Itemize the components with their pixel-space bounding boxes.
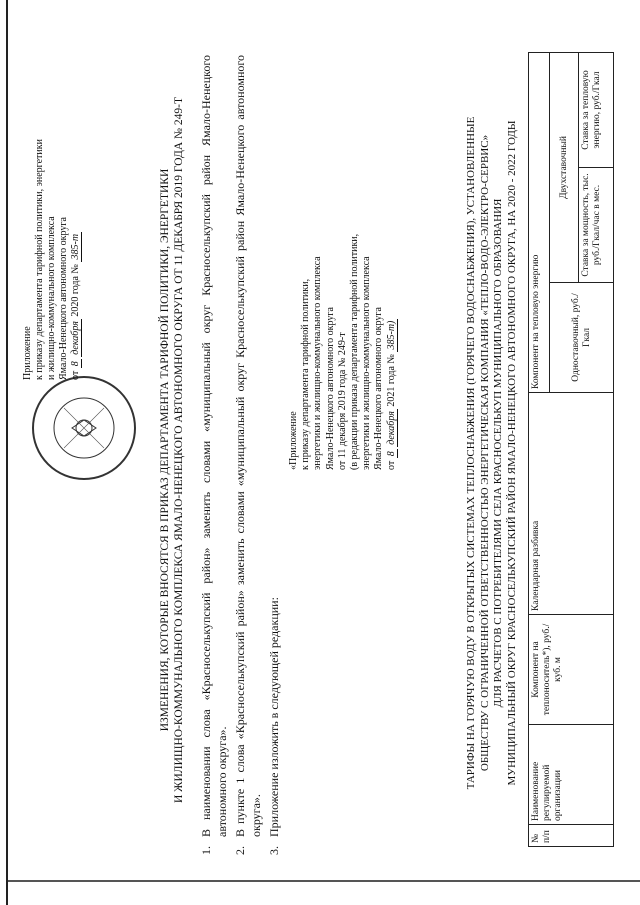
appendix-line: «Приложение xyxy=(288,411,299,470)
appendix-line: (в редакции приказа департамента тарифной политики, xyxy=(349,233,361,470)
tariff-title-line: МУНИЦИПАЛЬНЫЙ ОКРУГ КРАСНОСЕЛЬКУПСКИЙ РАЙОН ЯМАЛО-НЕНЕЦКОГО АВТОНОМНОГО ОКРУГА, НА 2020 - 2022 ГОДЫ xyxy=(505,120,518,786)
title-line: ИЗМЕНЕНИЯ, КОТОРЫЕ ВНОСЯТСЯ В ПРИКАЗ ДЕПАРТАМЕНТА ТАРИФНОЙ ПОЛИТИКИ, ЭНЕРГЕТИКИ xyxy=(159,168,171,732)
table-header-cell: Компонент на теплоноситель*), руб./куб. м xyxy=(529,615,614,725)
table-header-cell: Ставка за мощность, тыс. руб./Гкал/час в мес. xyxy=(579,168,614,283)
date-day: 8 xyxy=(70,361,81,367)
item-text: В наименовании слова «Красноселькупский район» заменить словами «муниципальный округ Красноселькупский район Ямало-Ненецкого автономного округа». xyxy=(199,55,229,837)
table-header-cell: Компонент на тепловую энергию xyxy=(529,52,550,392)
table-header-cell: № п/п xyxy=(529,825,614,847)
appendix-line: Ямало-Ненецкого автономного округа xyxy=(373,307,385,470)
header-line: Приложение xyxy=(22,326,33,380)
table-header-cell: Наименование регулируемой организации xyxy=(529,725,614,825)
tariff-title-line: ДЛЯ РАСЧЕТОВ С ПОТРЕБИТЕЛЯМИ СЕЛА КРАСНОСЕЛЬКУП МУНИЦИПАЛЬНОГО ОБРАЗОВАНИЯ xyxy=(492,198,504,708)
date-year: 2021 года № xyxy=(385,354,397,407)
date-prefix: от xyxy=(385,460,397,470)
order-number: 385-т xyxy=(70,233,81,260)
order-number: 385-т) xyxy=(385,320,397,350)
table-header-cell: Ставка за тепловую энергию, руб./Гкал xyxy=(579,52,614,167)
list-item xyxy=(266,55,282,855)
tariff-table xyxy=(528,52,614,847)
header-line: и жилищно-коммунального комплекса xyxy=(46,216,57,380)
header-line: Ямало-Ненецкого автономного округа xyxy=(58,217,69,380)
scan-edge xyxy=(6,0,8,905)
page-title xyxy=(158,55,186,845)
item-text: В пункте 1 слова «Красноселькупский район» заменить словами «муниципальный округ Красноселькупский район Ямало-Ненецкого автономного округа». xyxy=(233,55,263,837)
date-day: 8 xyxy=(385,451,397,457)
document-page xyxy=(10,25,630,885)
header-block xyxy=(22,80,82,380)
appendix-date-line xyxy=(386,170,398,470)
appendix-line: энергетики и жилищно-коммунального комплекса xyxy=(361,256,373,470)
date-prefix: от xyxy=(70,370,81,380)
amendment-list xyxy=(198,55,284,855)
header-date-line xyxy=(70,80,82,380)
item-number: 1. xyxy=(199,846,213,855)
item-text: Приложение изложить в следующей редакции: xyxy=(267,597,281,837)
tariff-title xyxy=(465,43,519,863)
appendix-line: Ямало-Ненецкого автономного округа xyxy=(324,307,336,470)
table-header-cell: Одноставочный, руб./Гкал xyxy=(550,283,614,393)
date-month: декабря xyxy=(385,411,397,445)
official-seal xyxy=(32,376,136,480)
appendix-line: от 11 декабря 2019 года № 249-т xyxy=(336,332,348,470)
table-row xyxy=(529,52,550,846)
tariff-title-line: ОБЩЕСТВУ С ОГРАНИЧЕННОЙ ОТВЕТСТВЕННОСТЬЮ ЭНЕРГЕТИЧЕСКАЯ КОМПАНИЯ «ТЕПЛО-ВОДО-ЭЛЕКТРО-СЕРВИС» xyxy=(478,134,491,772)
table-header-cell: Двухставочный xyxy=(550,52,579,282)
title-line: И ЖИЛИЩНО-КОММУНАЛЬНОГО КОМПЛЕКСА ЯМАЛО-НЕНЕЦКОГО АВТОНОМНОГО ОКРУГА ОТ 11 ДЕКАБРЯ 2019 ГОДА № 249-Т xyxy=(173,97,185,803)
appendix-header xyxy=(288,170,398,470)
seal-icon xyxy=(34,378,134,478)
date-month: декабря xyxy=(70,321,81,355)
table-header-cell: Календарная разбивка xyxy=(529,393,614,615)
appendix-line: энергетики и жилищно-коммунального комплекса xyxy=(312,256,324,470)
date-year: 2020 года № xyxy=(70,264,81,317)
tariff-title-line: ТАРИФЫ НА ГОРЯЧУЮ ВОДУ В ОТКРЫТЫХ СИСТЕМАХ ТЕПЛОСНАБЖЕНИЯ (ГОРЯЧЕГО ВОДОСНАБЖЕНИЯ), УСТАНОВЛЕННЫЕ xyxy=(465,116,477,790)
appendix-line: к приказу департамента тарифной политики, xyxy=(300,278,312,470)
header-line: к приказу департамента тарифной политики, энергетики xyxy=(34,139,45,380)
item-number: 3. xyxy=(267,846,281,855)
rotated-page xyxy=(10,25,630,885)
item-number: 2. xyxy=(233,846,247,855)
list-item xyxy=(232,55,264,855)
list-item xyxy=(198,55,230,855)
